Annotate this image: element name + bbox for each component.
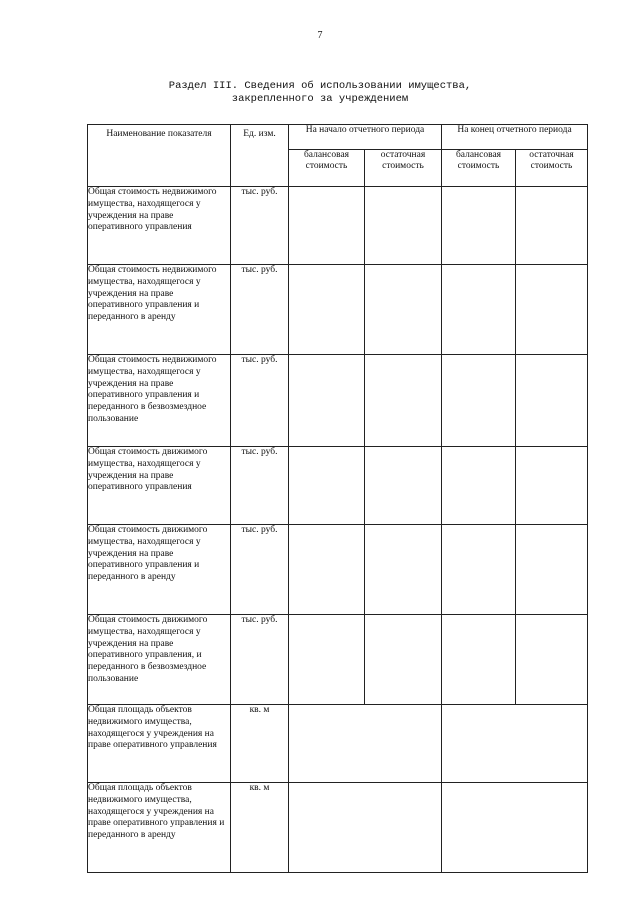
- row-indicator-name: Общая стоимость недвижимого имущества, находящегося у учреждения на праве оперативного управления и переданного в безвозмездное пользование: [88, 355, 231, 447]
- header-balance-start: балансовая стоимость: [289, 150, 365, 187]
- cell-period-end: [442, 705, 588, 783]
- cell-residual-start: [365, 355, 442, 447]
- cell-residual-start: [365, 187, 442, 265]
- cell-balance-end: [442, 355, 516, 447]
- header-indicator-name: Наименование показателя: [88, 125, 231, 187]
- row-indicator-name: Общая площадь объектов недвижимого имущества, находящегося у учреждения на праве оперативного управления: [88, 705, 231, 783]
- header-residual-end: остаточная стоимость: [516, 150, 588, 187]
- cell-balance-start: [289, 525, 365, 615]
- cell-balance-end: [442, 615, 516, 705]
- table-row: [88, 705, 588, 783]
- header-balance-end: балансовая стоимость: [442, 150, 516, 187]
- row-indicator-name: Общая стоимость движимого имущества, находящегося у учреждения на праве оперативного управления и переданного в аренду: [88, 525, 231, 615]
- cell-period-end: [442, 783, 588, 873]
- row-unit: тыс. руб.: [231, 265, 289, 355]
- cell-balance-end: [442, 187, 516, 265]
- row-indicator-name: Общая стоимость недвижимого имущества, находящегося у учреждения на праве оперативного управления и переданного в аренду: [88, 265, 231, 355]
- row-unit: тыс. руб.: [231, 187, 289, 265]
- table-row: [88, 187, 588, 265]
- table-row: [88, 355, 588, 447]
- row-unit: тыс. руб.: [231, 447, 289, 525]
- cell-balance-end: [442, 447, 516, 525]
- cell-residual-end: [516, 265, 588, 355]
- row-indicator-name: Общая стоимость движимого имущества, находящегося у учреждения на праве оперативного управления: [88, 447, 231, 525]
- cell-residual-end: [516, 447, 588, 525]
- cell-residual-start: [365, 265, 442, 355]
- cell-residual-start: [365, 525, 442, 615]
- table-row: [88, 447, 588, 525]
- header-unit: Ед. изм.: [231, 125, 289, 187]
- table-row: [88, 265, 588, 355]
- row-unit: тыс. руб.: [231, 355, 289, 447]
- property-usage-table: [87, 124, 588, 873]
- cell-period-start: [289, 705, 442, 783]
- header-period-start: На начало отчетного периода: [289, 125, 442, 150]
- cell-balance-start: [289, 447, 365, 525]
- section-title-line-2: закрепленного за учреждением: [231, 93, 409, 105]
- table-row: [88, 783, 588, 873]
- header-residual-start: остаточная стоимость: [365, 150, 442, 187]
- cell-residual-start: [365, 615, 442, 705]
- cell-balance-start: [289, 187, 365, 265]
- header-period-end: На конец отчетного периода: [442, 125, 588, 150]
- cell-balance-start: [289, 615, 365, 705]
- row-indicator-name: Общая стоимость движимого имущества, находящегося у учреждения на праве оперативного управления, и переданного в безвозмездное пользование: [88, 615, 231, 705]
- page-number: 7: [317, 30, 323, 41]
- cell-balance-end: [442, 265, 516, 355]
- cell-period-start: [289, 783, 442, 873]
- table-row: [88, 525, 588, 615]
- section-title: [150, 80, 490, 106]
- cell-residual-end: [516, 615, 588, 705]
- section-title-line-1: Раздел III. Сведения об использовании имущества,: [168, 80, 472, 92]
- row-unit: тыс. руб.: [231, 615, 289, 705]
- cell-residual-end: [516, 525, 588, 615]
- row-indicator-name: Общая стоимость недвижимого имущества, находящегося у учреждения на праве оперативного управления: [88, 187, 231, 265]
- table-row: [88, 615, 588, 705]
- cell-residual-end: [516, 187, 588, 265]
- cell-balance-end: [442, 525, 516, 615]
- cell-residual-end: [516, 355, 588, 447]
- header-row-1: [88, 125, 588, 150]
- cell-balance-start: [289, 265, 365, 355]
- row-unit: тыс. руб.: [231, 525, 289, 615]
- row-indicator-name: Общая площадь объектов недвижимого имущества, находящегося у учреждения на праве оперативного управления и переданного в аренду: [88, 783, 231, 873]
- row-unit: кв. м: [231, 705, 289, 783]
- cell-residual-start: [365, 447, 442, 525]
- row-unit: кв. м: [231, 783, 289, 873]
- cell-balance-start: [289, 355, 365, 447]
